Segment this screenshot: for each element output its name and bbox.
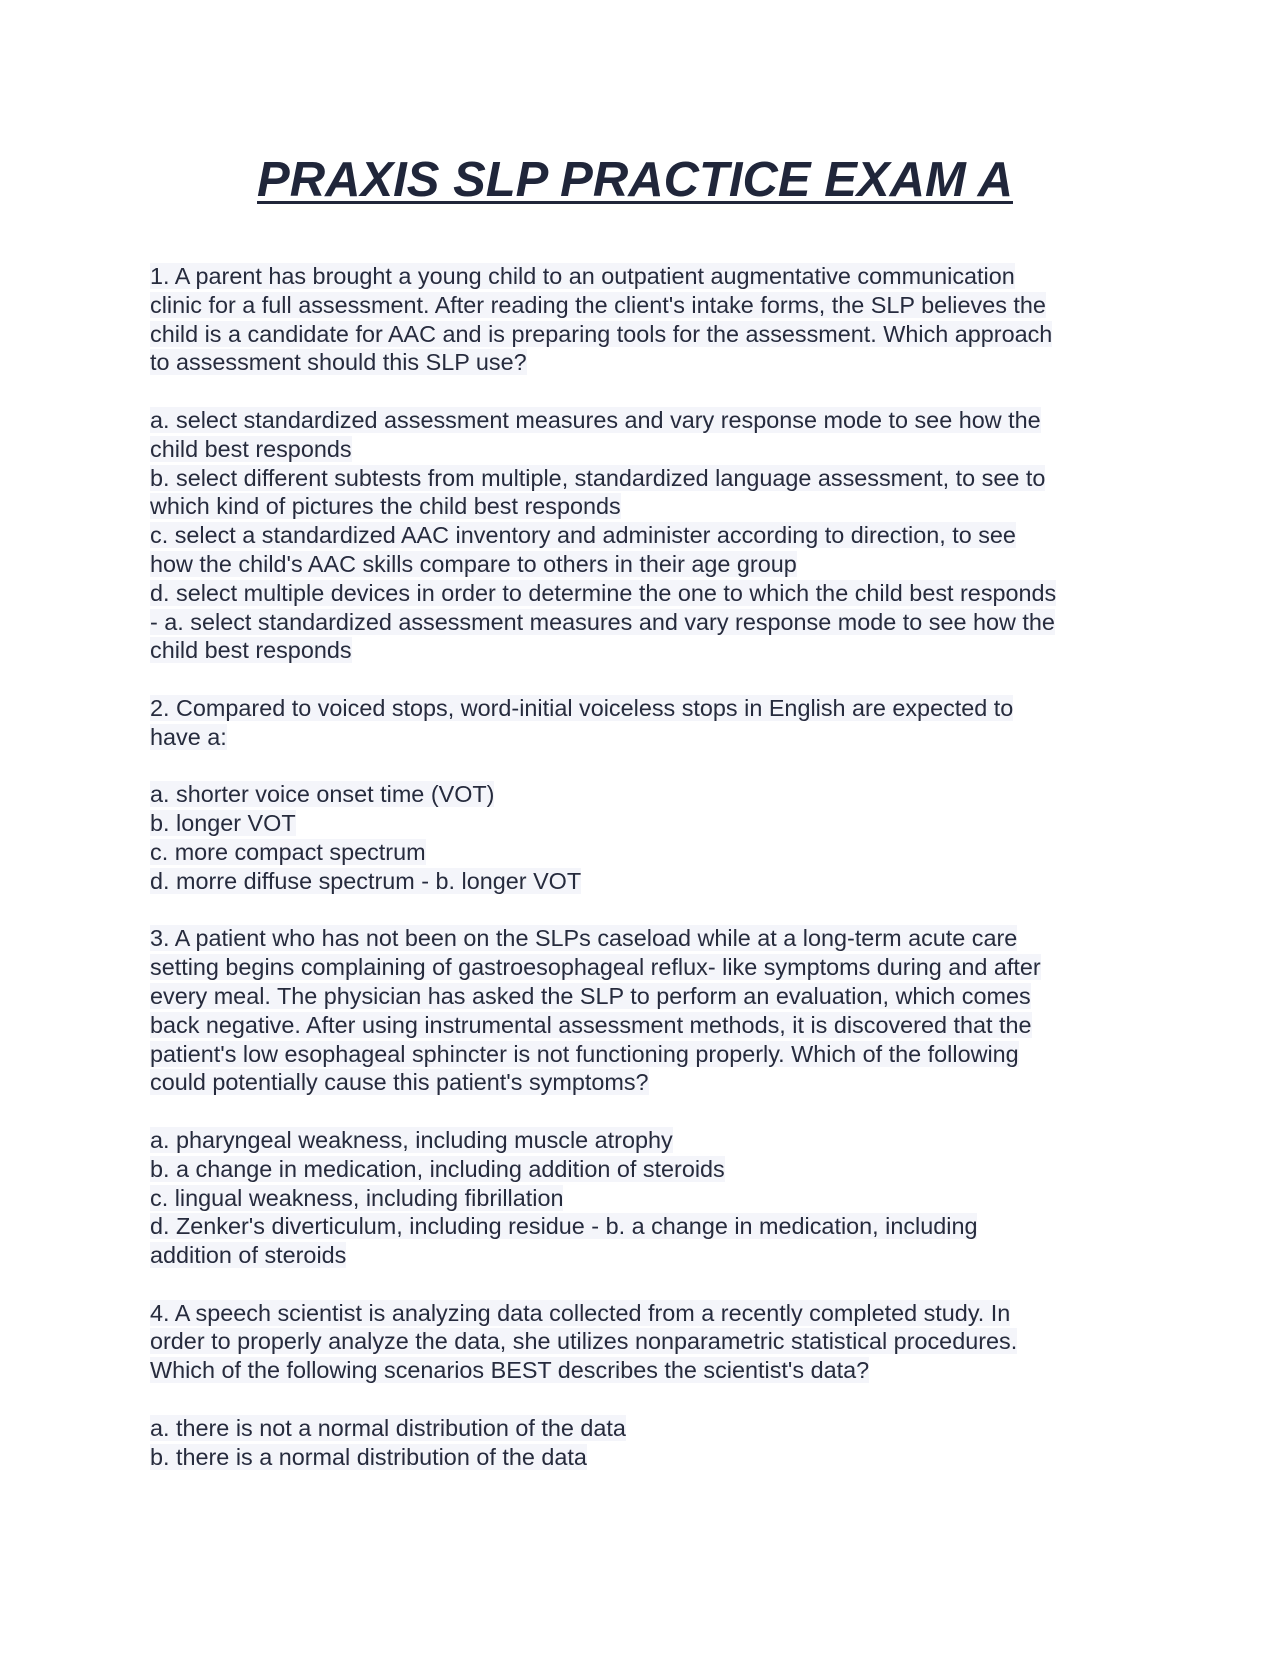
option-line: [150, 1241, 1130, 1270]
question-line: [150, 924, 1130, 953]
option-text: c. lingual weakness, including fibrillation: [150, 1184, 564, 1211]
question-text: to assessment should this SLP use?: [150, 349, 527, 376]
question-text: Which of the following scenarios BEST describes the scientist's data?: [150, 1357, 870, 1384]
option-text: d. select multiple devices in order to determine the one to which the child best responds: [150, 579, 1057, 606]
option-line: [150, 579, 1130, 608]
option-line: [150, 1212, 1130, 1241]
question-stem: [150, 1299, 1130, 1385]
question-line: [150, 291, 1130, 320]
option-text: how the child's AAC skills compare to others in their age group: [150, 550, 797, 577]
option-line: [150, 809, 1130, 838]
option-line: [150, 521, 1130, 550]
question-line: [150, 1040, 1130, 1069]
question-text: every meal. The physician has asked the SLP to perform an evaluation, which comes: [150, 982, 1031, 1009]
option-text: a. there is not a normal distribution of the data: [150, 1414, 626, 1441]
question-line: [150, 1299, 1130, 1328]
option-line: [150, 1443, 1130, 1472]
option-text: b. select different subtests from multiple, standardized language assessment, to see to: [150, 464, 1046, 491]
option-text: - a. select standardized assessment measures and vary response mode to see how the: [150, 608, 1055, 635]
option-line: [150, 1414, 1130, 1443]
option-text: which kind of pictures the child best responds: [150, 493, 621, 520]
question-line: [150, 1011, 1130, 1040]
question-text: clinic for a full assessment. After reading the client's intake forms, the SLP believes the: [150, 291, 1046, 318]
question-text: 2. Compared to voiced stops, word-initial voiceless stops in English are expected to: [150, 694, 1014, 721]
option-line: [150, 550, 1130, 579]
question-stem: [150, 924, 1130, 1097]
option-text: d. morre diffuse spectrum - b. longer VOT: [150, 867, 582, 894]
answer-options: [150, 1414, 1130, 1472]
document-body: [150, 262, 1130, 1500]
option-line: [150, 636, 1130, 665]
option-text: b. a change in medication, including addition of steroids: [150, 1155, 725, 1182]
question-text: 3. A patient who has not been on the SLPs caseload while at a long-term acute care: [150, 925, 1018, 952]
question-line: [150, 1068, 1130, 1097]
option-text: c. more compact spectrum: [150, 838, 426, 865]
option-line: [150, 1184, 1130, 1213]
question-text: child is a candidate for AAC and is preparing tools for the assessment. Which approach: [150, 320, 1053, 347]
question-line: [150, 953, 1130, 982]
option-text: child best responds: [150, 435, 352, 462]
option-text: a. select standardized assessment measures and vary response mode to see how the: [150, 406, 1041, 433]
question-line: [150, 320, 1130, 349]
question-text: order to properly analyze the data, she utilizes nonparametric statistical procedures.: [150, 1328, 1018, 1355]
question-line: [150, 723, 1130, 752]
question-line: [150, 982, 1130, 1011]
question-line: [150, 694, 1130, 723]
document-title: PRAXIS SLP PRACTICE EXAM A: [257, 153, 1013, 207]
option-line: [150, 1126, 1130, 1155]
option-line: [150, 435, 1130, 464]
question-text: back negative. After using instrumental assessment methods, it is discovered that the: [150, 1011, 1032, 1038]
question-stem: [150, 694, 1130, 752]
option-line: [150, 780, 1130, 809]
answer-options: [150, 1126, 1130, 1270]
option-line: [150, 838, 1130, 867]
question-text: 4. A speech scientist is analyzing data collected from a recently completed study. In: [150, 1299, 1011, 1326]
question-stem: [150, 262, 1130, 377]
answer-options: [150, 406, 1130, 665]
option-text: a. shorter voice onset time (VOT): [150, 781, 495, 808]
question-line: [150, 1356, 1130, 1385]
option-line: [150, 867, 1130, 896]
question-line: [150, 1327, 1130, 1356]
question-text: could potentially cause this patient's symptoms?: [150, 1069, 649, 1096]
option-text: d. Zenker's diverticulum, including residue - b. a change in medication, including: [150, 1213, 978, 1240]
question-text: patient's low esophageal sphincter is not functioning properly. Which of the following: [150, 1040, 1019, 1067]
option-text: addition of steroids: [150, 1242, 347, 1269]
option-line: [150, 608, 1130, 637]
question-line: [150, 348, 1130, 377]
option-line: [150, 492, 1130, 521]
option-text: a. pharyngeal weakness, including muscle atrophy: [150, 1126, 673, 1153]
option-text: c. select a standardized AAC inventory and administer according to direction, to see: [150, 522, 1016, 549]
question-line: [150, 262, 1130, 291]
question-text: setting begins complaining of gastroesophageal reflux- like symptoms during and after: [150, 954, 1041, 981]
option-text: child best responds: [150, 637, 352, 664]
answer-options: [150, 780, 1130, 895]
question-text: 1. A parent has brought a young child to an outpatient augmentative communication: [150, 263, 1015, 289]
question-text: have a:: [150, 723, 227, 750]
option-text: b. longer VOT: [150, 810, 296, 837]
option-line: [150, 406, 1130, 435]
option-line: [150, 1155, 1130, 1184]
option-line: [150, 464, 1130, 493]
option-text: b. there is a normal distribution of the data: [150, 1443, 587, 1470]
